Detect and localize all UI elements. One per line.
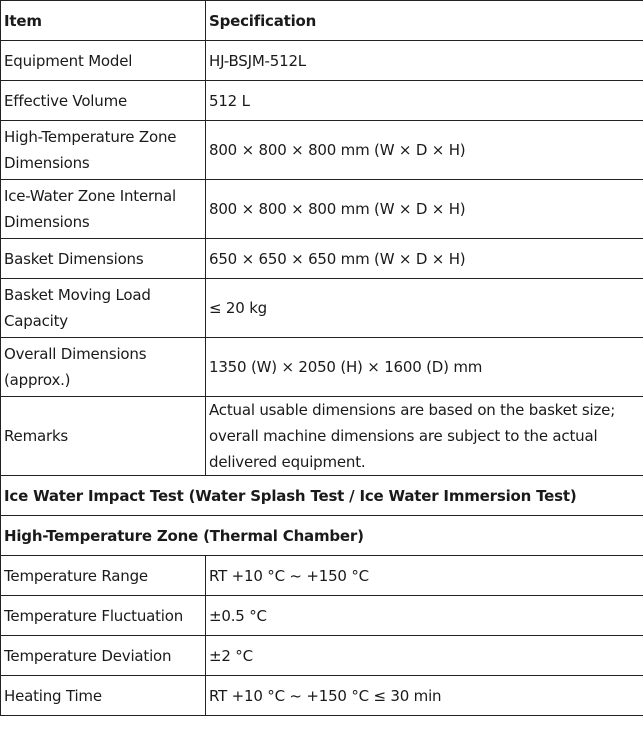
item-cell: Temperature Fluctuation [1, 596, 206, 636]
header-row [1, 1, 643, 41]
item-cell: Remarks [1, 397, 206, 476]
spec-cell: ≤ 20 kg [206, 279, 643, 338]
section-heading: Ice Water Impact Test (Water Splash Test / Ice Water Immersion Test) [1, 476, 643, 516]
item-cell: Heating Time [1, 676, 206, 716]
item-cell: Temperature Range [1, 556, 206, 596]
table-row [1, 121, 643, 180]
table-row [1, 279, 643, 338]
table-row [1, 81, 643, 121]
spec-cell: 650 × 650 × 650 mm (W × D × H) [206, 239, 643, 279]
table-row [1, 239, 643, 279]
spec-cell: 512 L [206, 81, 643, 121]
item-cell: Equipment Model [1, 41, 206, 81]
table-row [1, 338, 643, 397]
table-row [1, 676, 643, 716]
item-cell: Effective Volume [1, 81, 206, 121]
spec-cell: RT +10 °C ~ +150 °C ≤ 30 min [206, 676, 643, 716]
header-specification: Specification [206, 1, 643, 41]
section-row [1, 476, 643, 516]
item-cell: Basket Moving Load Capacity [1, 279, 206, 338]
item-cell: Basket Dimensions [1, 239, 206, 279]
item-cell: Temperature Deviation [1, 636, 206, 676]
spec-cell: 800 × 800 × 800 mm (W × D × H) [206, 180, 643, 239]
table-row [1, 41, 643, 81]
spec-cell: 800 × 800 × 800 mm (W × D × H) [206, 121, 643, 180]
table-row [1, 596, 643, 636]
header-item: Item [1, 1, 206, 41]
item-cell: High-Temperature Zone Dimensions [1, 121, 206, 180]
spec-cell: ±0.5 °C [206, 596, 643, 636]
table-row [1, 636, 643, 676]
item-cell: Overall Dimensions (approx.) [1, 338, 206, 397]
spec-cell: RT +10 °C ~ +150 °C [206, 556, 643, 596]
table-row [1, 556, 643, 596]
spec-cell: Actual usable dimensions are based on the basket size; overall machine dimensions are subject to the actual delivered equipment. [206, 397, 643, 476]
spec-cell: ±2 °C [206, 636, 643, 676]
item-cell: Ice-Water Zone Internal Dimensions [1, 180, 206, 239]
section-heading: High-Temperature Zone (Thermal Chamber) [1, 516, 643, 556]
table-row [1, 397, 643, 476]
section-row [1, 516, 643, 556]
spec-cell: 1350 (W) × 2050 (H) × 1600 (D) mm [206, 338, 643, 397]
table-row [1, 180, 643, 239]
spec-cell: HJ-BSJM-512L [206, 41, 643, 81]
